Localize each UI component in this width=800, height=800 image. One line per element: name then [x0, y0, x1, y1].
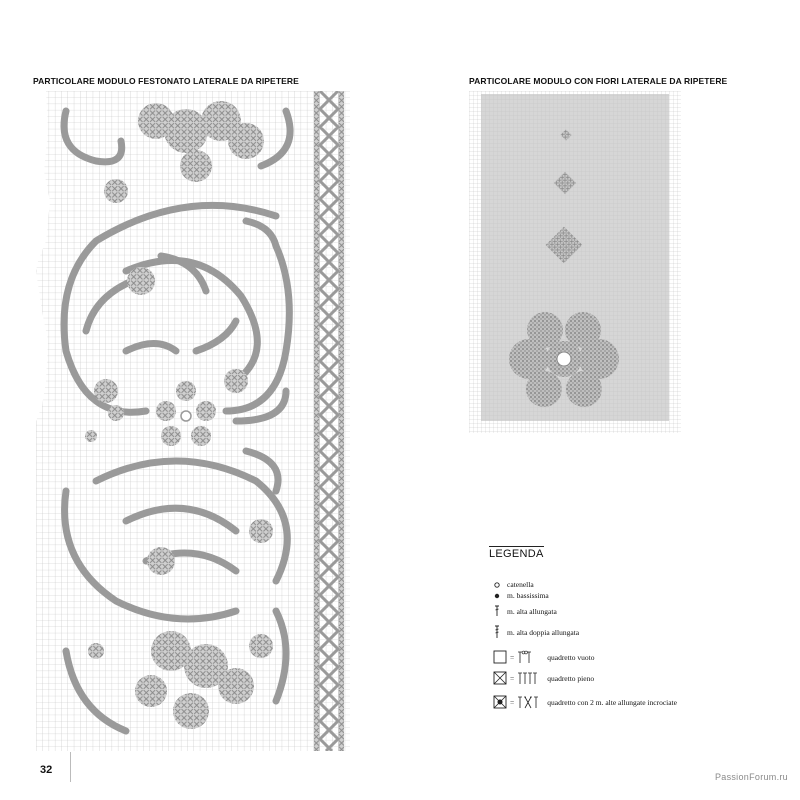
- legend: [485, 540, 785, 730]
- legend-item-treble: [493, 605, 557, 617]
- legend-heading: LEGENDA: [489, 548, 544, 560]
- open-square-icon: [493, 650, 507, 664]
- crossed-square-icon: [493, 695, 507, 709]
- legend-item-open-square: [493, 650, 595, 664]
- legend-label: m. alta doppia allungata: [507, 627, 580, 637]
- legend-label: quadretto vuoto: [547, 652, 595, 662]
- equals-sign: =: [510, 652, 515, 662]
- page-divider: [70, 752, 71, 782]
- legend-item-chain: [493, 580, 534, 589]
- legend-label: m. bassissima: [507, 591, 549, 600]
- border-band: [338, 91, 344, 751]
- equals-sign: =: [510, 673, 515, 683]
- stitch-sequence-icon: [517, 695, 541, 709]
- flower-center: [557, 352, 571, 366]
- scalloped-module-chart: [36, 91, 350, 751]
- chain-stitch-circle-icon: [493, 581, 501, 589]
- legend-label: m. alta allungata: [507, 606, 557, 616]
- border-band: [314, 91, 320, 751]
- legend-item-slip: [493, 591, 549, 600]
- stitch-sequence-icon: [517, 650, 541, 664]
- legend-label: quadretto pieno: [547, 673, 595, 683]
- stitch-sequence-icon: [517, 671, 541, 685]
- filled-square-icon: [493, 671, 507, 685]
- slip-stitch-dot-icon: [493, 592, 501, 600]
- legend-label: catenella: [507, 580, 534, 589]
- legend-item-filled-square: [493, 671, 594, 685]
- treble-crochet-icon: [493, 605, 501, 617]
- legend-item-double-treble: [493, 625, 579, 639]
- flower-center: [181, 411, 191, 421]
- flower-module-chart: [469, 91, 681, 433]
- legend-item-crossed-square: [493, 695, 677, 709]
- right-chart-title: PARTICOLARE MODULO CON FIORI LATERALE DA RIPETERE: [469, 76, 728, 86]
- equals-sign: =: [510, 697, 515, 707]
- legend-label: quadretto con 2 m. alte allungate incrociate: [547, 697, 677, 707]
- page-number: 32: [40, 764, 53, 776]
- double-treble-crochet-icon: [493, 625, 501, 639]
- watermark: PassionForum.ru: [714, 772, 788, 782]
- left-chart-title: PARTICOLARE MODULO FESTONATO LATERALE DA RIPETERE: [33, 76, 299, 86]
